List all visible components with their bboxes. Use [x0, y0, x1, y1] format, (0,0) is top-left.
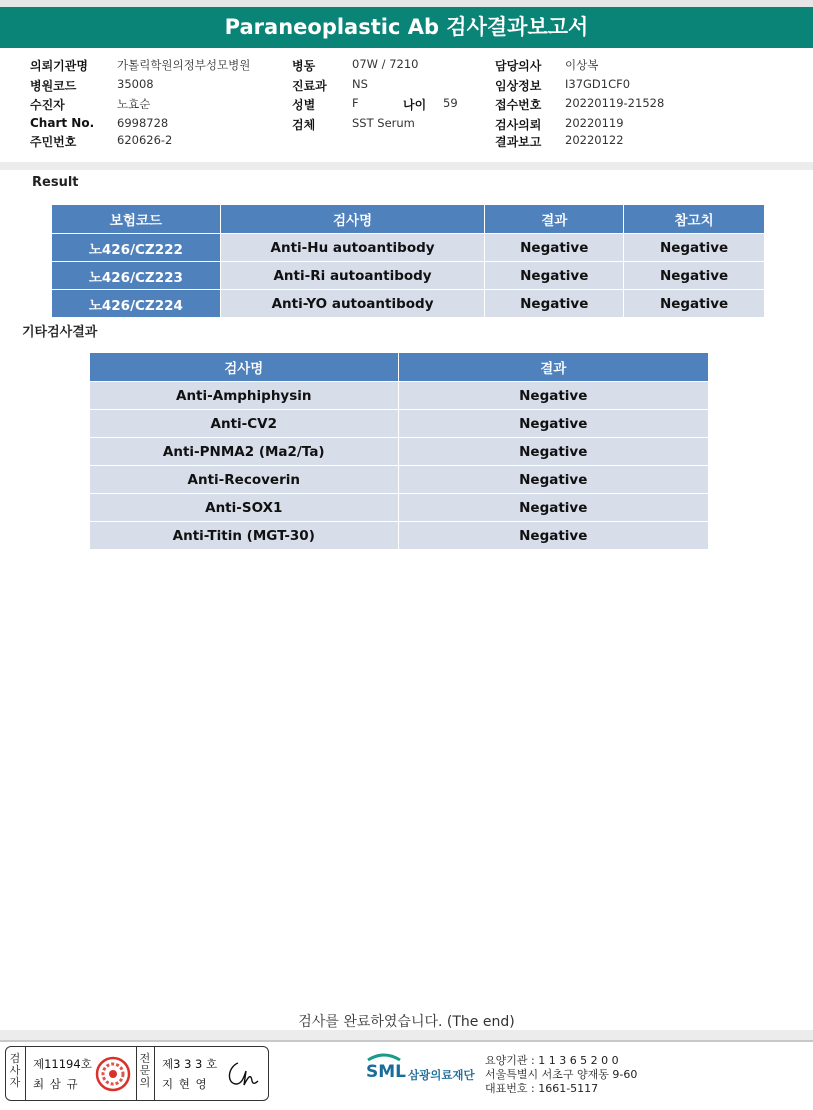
result-table — [51, 204, 765, 318]
end-message: 검사를 완료하였습니다. (The end) — [298, 1014, 515, 1030]
examiner-label: 검사자 — [9, 1052, 21, 1089]
test-name: Anti-CV2 — [90, 410, 399, 438]
table-row — [52, 290, 765, 318]
info-value-doctor: 이상복 — [565, 58, 599, 72]
result-header-reference: 참고치 — [624, 205, 765, 234]
info-value-institution: 가톨릭학원의정부성모병원 — [117, 58, 251, 72]
info-label-age: 나이 — [403, 98, 427, 112]
test-name: Anti-Recoverin — [90, 466, 399, 494]
reference-value: Negative — [624, 290, 765, 318]
test-name: Anti-Ri autoantibody — [220, 262, 485, 290]
signature-box — [5, 1046, 269, 1101]
result-heading: Result — [32, 175, 79, 190]
test-result: Negative — [398, 438, 708, 466]
info-value-ward: 07W / 7210 — [352, 57, 419, 71]
test-result: Negative — [398, 382, 708, 410]
info-value-clinical-info: I37GD1CF0 — [565, 77, 631, 91]
test-result: Negative — [485, 290, 624, 318]
signature-divider — [154, 1047, 155, 1100]
info-label-ward: 병동 — [292, 59, 316, 73]
table-row — [52, 234, 765, 262]
org-phone: 대표번호 : 1661-5117 — [485, 1082, 599, 1095]
insurance-code: 노426/CZ224 — [52, 290, 221, 318]
result-header-test: 검사명 — [220, 205, 485, 234]
test-name: Anti-Hu autoantibody — [220, 234, 485, 262]
table-row — [90, 438, 709, 466]
info-label-report-date: 결과보고 — [495, 135, 542, 149]
footer-divider — [0, 1030, 813, 1040]
result-header-result: 결과 — [485, 205, 624, 234]
info-label-resident-no: 주민번호 — [30, 135, 77, 149]
report-title: Paraneoplastic Ab 검사결과보고서 — [0, 7, 813, 48]
result-header-code: 보험코드 — [52, 205, 221, 234]
specialist-label: 전문의 — [139, 1052, 151, 1089]
test-result: Negative — [398, 410, 708, 438]
info-label-clinical-info: 임상정보 — [495, 79, 542, 93]
seal-stamp-icon — [94, 1055, 132, 1093]
info-value-department: NS — [352, 77, 368, 91]
test-name: Anti-Amphiphysin — [90, 382, 399, 410]
info-value-specimen: SST Serum — [352, 116, 415, 130]
logo-text: SML — [366, 1062, 406, 1082]
info-label-sex: 성별 — [292, 98, 316, 112]
organization-name: 삼광의료재단 — [408, 1068, 475, 1082]
examiner-license-no: 제11194호 — [33, 1057, 92, 1071]
info-label-specimen: 검체 — [292, 118, 316, 132]
signature-divider — [25, 1047, 26, 1100]
signature-icon — [224, 1057, 262, 1091]
info-label-request-date: 검사의뢰 — [495, 118, 542, 132]
specialist-name: 지 현 영 — [162, 1077, 208, 1091]
info-value-age: 59 — [443, 96, 458, 110]
result-header-row — [52, 205, 765, 234]
patient-info — [0, 48, 813, 158]
table-row — [90, 410, 709, 438]
test-name: Anti-PNMA2 (Ma2/Ta) — [90, 438, 399, 466]
info-label-receipt-no: 접수번호 — [495, 98, 542, 112]
test-name: Anti-YO autoantibody — [220, 290, 485, 318]
other-results-heading: 기타검사결과 — [22, 325, 98, 340]
info-value-request-date: 20220119 — [565, 116, 624, 130]
info-label-hospital-code: 병원코드 — [30, 79, 77, 93]
other-header-test: 검사명 — [90, 353, 399, 382]
insurance-code: 노426/CZ222 — [52, 234, 221, 262]
table-row — [90, 466, 709, 494]
table-row — [90, 382, 709, 410]
info-label-doctor: 담당의사 — [495, 59, 542, 73]
test-result: Negative — [485, 234, 624, 262]
info-value-sex: F — [352, 96, 359, 110]
top-border — [0, 0, 813, 7]
table-row — [52, 262, 765, 290]
other-results-table — [89, 352, 709, 550]
specialist-license-no: 제3 3 3 호 — [162, 1057, 218, 1071]
test-result: Negative — [398, 494, 708, 522]
test-result: Negative — [398, 466, 708, 494]
examiner-name: 최 삼 규 — [33, 1077, 79, 1091]
org-address: 서울특별시 서초구 양재동 9-60 — [485, 1068, 638, 1081]
info-value-patient: 노효순 — [117, 97, 151, 111]
test-result: Negative — [398, 522, 708, 550]
signature-divider — [136, 1047, 137, 1100]
test-name: Anti-SOX1 — [90, 494, 399, 522]
reference-value: Negative — [624, 262, 765, 290]
insurance-code: 노426/CZ223 — [52, 262, 221, 290]
info-value-receipt-no: 20220119-21528 — [565, 96, 665, 110]
other-header-result: 결과 — [398, 353, 708, 382]
info-label-chart-no: Chart No. — [30, 116, 95, 130]
section-divider — [0, 162, 813, 170]
test-result: Negative — [485, 262, 624, 290]
test-name: Anti-Titin (MGT-30) — [90, 522, 399, 550]
info-label-department: 진료과 — [292, 79, 327, 93]
info-label-institution: 의뢰기관명 — [30, 59, 88, 73]
table-row — [90, 494, 709, 522]
table-row — [90, 522, 709, 550]
info-value-resident-no: 620626-2 — [117, 133, 173, 147]
info-label-patient: 수진자 — [30, 98, 65, 112]
reference-value: Negative — [624, 234, 765, 262]
footer-line — [0, 1040, 813, 1042]
info-value-chart-no: 6998728 — [117, 116, 169, 130]
other-header-row — [90, 353, 709, 382]
info-value-report-date: 20220122 — [565, 133, 624, 147]
org-code: 요양기관 : 1 1 3 6 5 2 0 0 — [485, 1054, 619, 1067]
info-value-hospital-code: 35008 — [117, 77, 154, 91]
